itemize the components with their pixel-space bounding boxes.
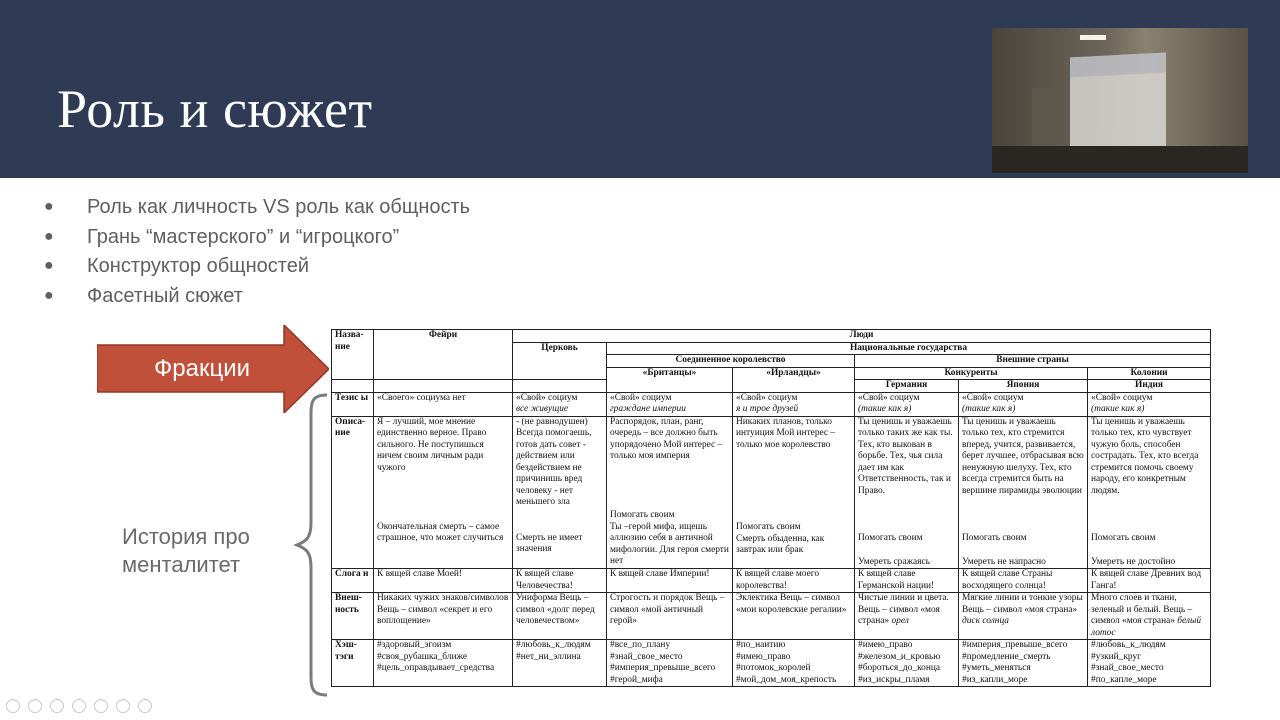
table-cell: К вящей славе Человечества! xyxy=(513,569,607,593)
curly-brace-icon xyxy=(293,393,333,698)
row-label: Описа-ние xyxy=(332,416,374,569)
table-cell: #все_по_плану #знай_свое_место #империя_превыше_всего #герой_мифа xyxy=(607,640,733,687)
table-cell: Ты ценишь и уважаешь только тех, кто чувствует чужую боль, способен сострадать. Тех, кто всегда стремится помочь своему народу, его конкретным людям. Помогать своим Умереть не достойно xyxy=(1088,416,1211,569)
header-cell: Колонии xyxy=(1088,367,1211,380)
header-cell: Люди xyxy=(513,330,1211,343)
header-cell: Фейри xyxy=(374,330,513,380)
table-cell: #любовь_к_людям #узкий_круг #знай_свое_место #по_капле_море xyxy=(1088,640,1211,687)
camera-ceiling-lamp xyxy=(1080,35,1106,40)
table-cell: Эклектика Вещь – символ «мои королевские регалии» xyxy=(733,593,855,640)
slides-icon[interactable] xyxy=(72,699,86,713)
table-cell: - (не равнодушен) Всегда помогаешь, готов дать совет - действием или бездействием не причинишь вред человеку - нет меньшего зла Смерть не имеет значения xyxy=(513,416,607,569)
table-cell: Никаких чужих знаков/символов Вещь – символ «секрет и его воплощение» xyxy=(374,593,513,640)
table-cell: «Свой» социум я и трое друзей xyxy=(733,392,855,416)
bullet-item: ● Фасетный сюжет xyxy=(44,282,470,312)
table-cell: Много слоев и ткани, зеленый и белый. Вещь – символ «моя страна» белый лотос xyxy=(1088,593,1211,640)
table-cell: «Свой» социум все живущие xyxy=(513,392,607,416)
table-cell: #любовь_к_людям #нет_ни_эллина xyxy=(513,640,607,687)
table-cell: Мягкие линии и тонкие узоры Вещь – символ «моя страна» диск солнца xyxy=(959,593,1088,640)
table-header-row xyxy=(332,330,1211,343)
table-cell: «Свой» социум (такие как я) xyxy=(959,392,1088,416)
camera-projection-screen xyxy=(1070,52,1166,152)
table-row xyxy=(332,640,1211,687)
header-cell: Конкуренты xyxy=(855,367,1088,380)
header-cell: Соединенное королевство xyxy=(607,355,855,368)
table-cell: К вящей славе Древних вод Ганга! xyxy=(1088,569,1211,593)
table-row xyxy=(332,392,1211,416)
table-cell: «Свой» социум (такие как я) xyxy=(855,392,959,416)
camera-floor xyxy=(992,146,1248,173)
table-cell: Униформа Вещь – символ «долг перед человечеством» xyxy=(513,593,607,640)
presentation-controls[interactable] xyxy=(6,699,160,718)
table-cell: Ты ценишь и уважаешь только таких же как ты. Тех, кто выкован в борьбе. Тех, чья сила дает им как Ответственность, так и Право. Помогать своим Умереть сражаясь xyxy=(855,416,959,569)
row-label: Тезис ы xyxy=(332,392,374,416)
table-cell: #здоровый_эгоизм #своя_рубашка_ближе #цель_оправдывает_средства xyxy=(374,640,513,687)
pen-icon[interactable] xyxy=(50,699,64,713)
header-cell: Назва-ние xyxy=(332,330,374,380)
header-cell: Внешние страны xyxy=(855,355,1211,368)
history-label: История про менталитет xyxy=(122,524,250,577)
slide-title: Роль и сюжет xyxy=(57,79,373,139)
bullet-dot-icon: ● xyxy=(44,257,54,274)
header-cell: Германия xyxy=(855,380,959,393)
more-icon[interactable] xyxy=(138,699,152,713)
table-cell: К вящей славе Страны восходящего солнца! xyxy=(959,569,1088,593)
next-slide-icon[interactable] xyxy=(28,699,42,713)
table-cell: «Своего» социума нет xyxy=(374,392,513,416)
table-cell: Ты ценишь и уважаешь только тех, кто стремится вперед, учится, развивается, берет лучшее, отбрасывая всю ненужную шелуху. Тех, кто всегда стремится быть на вершине пирамиды эволюции Помогать своим Умереть не напрасно xyxy=(959,416,1088,569)
table-row xyxy=(332,569,1211,593)
factions-table xyxy=(331,329,1211,687)
table-cell: Никаких планов, только интуиция Мой интерес – только мое королевство Помогать своим Смерть обыденна, как завтрак или брак xyxy=(733,416,855,569)
table-row xyxy=(332,416,1211,569)
factions-label: Фракции xyxy=(154,355,250,382)
bullet-dot-icon: ● xyxy=(44,286,54,304)
zoom-icon[interactable] xyxy=(94,699,108,713)
bullet-dot-icon: ● xyxy=(44,227,54,245)
table-cell: #имею_право #железом_и_кровью #бороться_до_конца #из_искры_пламя xyxy=(855,640,959,687)
table-cell: «Свой» социум (такие как я) xyxy=(1088,392,1211,416)
camera-icon[interactable] xyxy=(116,699,130,713)
prev-slide-icon[interactable] xyxy=(6,699,20,713)
table-cell: К вящей славе моего королевства! xyxy=(733,569,855,593)
row-label: Слога н xyxy=(332,569,374,593)
header-cell: Церковь xyxy=(513,342,607,380)
bullet-dot-icon: ● xyxy=(44,198,54,215)
table-cell: К вящей славе Империи! xyxy=(607,569,733,593)
header-cell: Национальные государства xyxy=(607,342,1211,355)
bullet-item: ● Грань “мастерского” и “игроцкого” xyxy=(44,223,470,253)
bullet-item: ● Конструктор общностей xyxy=(44,252,470,282)
table-cell: Я – лучший, мое мнение единственно верное. Право сильного. Не поступишься ничем своим личным ради чужого Окончательная смерть – самое страшное, что может случиться xyxy=(374,416,513,569)
camera-thumbnail xyxy=(992,28,1248,173)
table-cell: Распорядок, план, ранг, очередь – все должно быть упорядочено Мой интерес – только моя империя Помогать своим Ты –герой мифа, ищешь аллюзию себя в античной мифологии. Для героя смерти нет xyxy=(607,416,733,569)
header-cell: Индия xyxy=(1088,380,1211,393)
table-cell: К вящей славе Германской нации! xyxy=(855,569,959,593)
header-cell: Япония xyxy=(959,380,1088,393)
bullet-list xyxy=(44,193,470,311)
table-cell: Строгость и порядок Вещь – символ «мой античный герой» xyxy=(607,593,733,640)
table-row xyxy=(332,593,1211,640)
header-cell: «Ирландцы» xyxy=(733,367,855,392)
header-cell: «Британцы» xyxy=(607,367,733,392)
row-label: Хэш-тэги xyxy=(332,640,374,687)
table-cell: «Свой» социум граждане империи xyxy=(607,392,733,416)
table-cell: #по_наитию #имею_право #потомок_королей #мой_дом_моя_крепость xyxy=(733,640,855,687)
row-label: Внеш-ность xyxy=(332,593,374,640)
table-cell: К вящей славе Моей! xyxy=(374,569,513,593)
table-cell: Чистые линии и цвета. Вещь – символ «моя страна» орел xyxy=(855,593,959,640)
table-cell: #империя_превыше_всего #промедление_смерть #уметь_меняться #из_капли_море xyxy=(959,640,1088,687)
bullet-item: ● Роль как личность VS роль как общность xyxy=(44,193,470,223)
